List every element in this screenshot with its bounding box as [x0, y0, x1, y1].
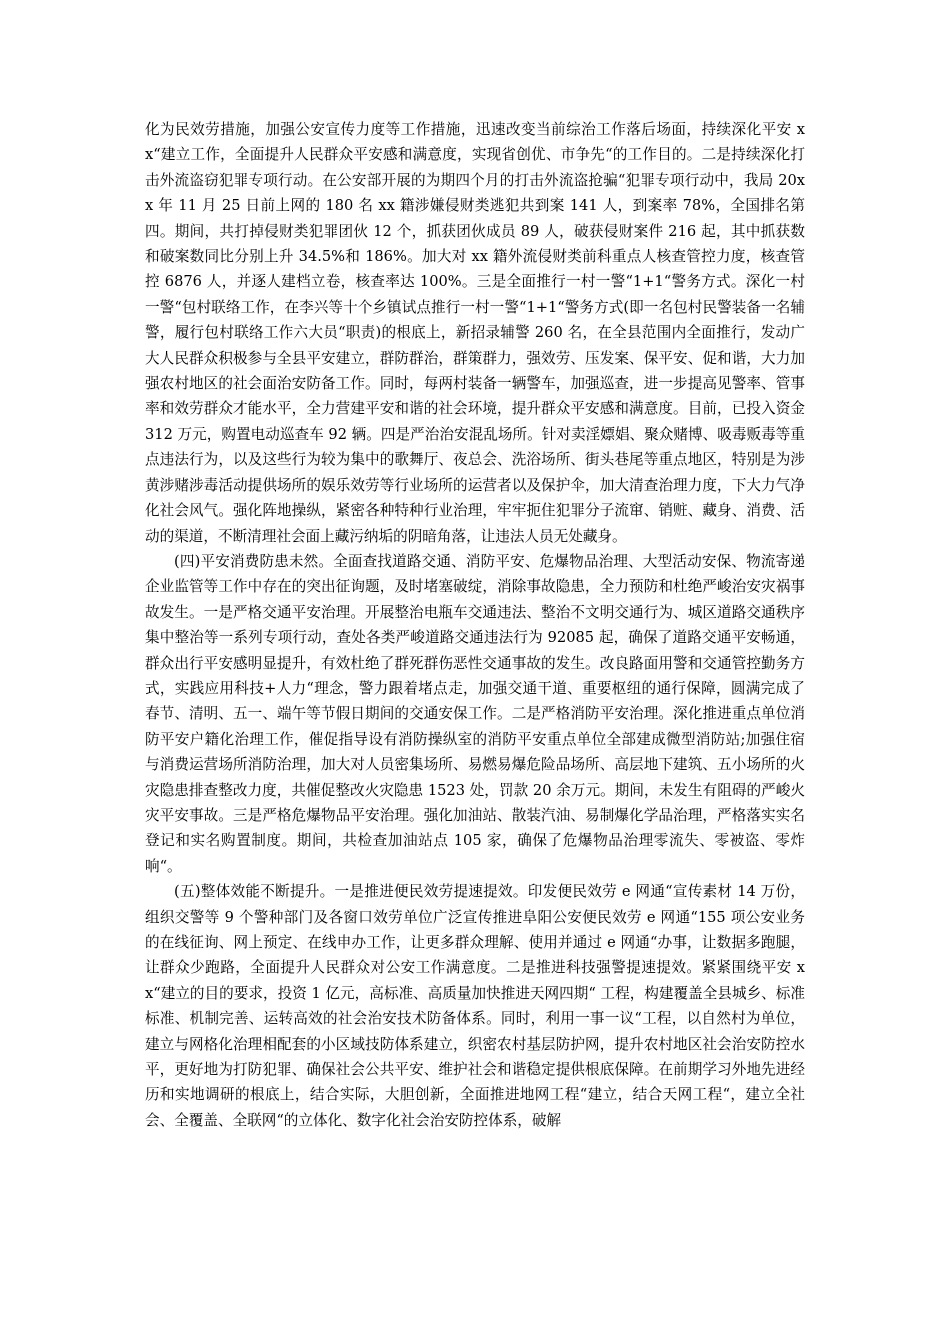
document-body [145, 117, 805, 1133]
paragraph-section-4: (四)平安消费防患未然。全面查找道路交通、消防平安、危爆物品治理、大型活动安保、物流寄递企业监管等工作中存在的突出征询题，及时堵塞破绽，消除事故隐患，全力预防和杜绝严峻治安灾祸事故发生。一是严格交通平安治理。开展整治电瓶车交通违法、整治不文明交通行为、城区道路交通秩序集中整治等一系列专项行动，查处各类严峻道路交通违法行为 92085 起，确保了道路交通平安畅通，群众出行平安感明显提升，有效杜绝了群死群伤恶性交通事故的发生。改良路面用警和交通管控勤务方式，实践应用科技+人力“理念，警力跟着堵点走，加强交通干道、重要枢纽的通行保障，圆满完成了春节、清明、五一、端午等节假日期间的交通安保工作。二是严格消防平安治理。深化推进重点单位消防平安户籍化治理工作，催促指导设有消防操纵室的消防平安重点单位全部建成微型消防站;加强住宿与消费运营场所消防治理，加大对人员密集场所、易燃易爆危险品场所、高层地下建筑、五小场所的火灾隐患排查整改力度，共催促整改火灾隐患 1523 处，罚款 20 余万元。期间，未发生有阻碍的严峻火灾平安事故。三是严格危爆物品平安治理。强化加油站、散装汽油、易制爆化学品治理，严格落实实名登记和实名购置制度。期间，共检查加油站点 105 家，确保了危爆物品治理零流失、零被盗、零炸响“。 [145, 552, 805, 875]
paragraph-section-5: (五)整体效能不断提升。一是推进便民效劳提速提效。印发便民效劳 e 网通“宣传素材 14 万份，组织交警等 9 个警种部门及各窗口效劳单位广泛宣传推进阜阳公安便民效劳 e 网通“155 项公安业务的在线征询、网上预定、在线申办工作，让更多群众理解、使用并通过 e 网通“办事，让数据多跑腿，让群众少跑路，全面提升人民群众对公安工作满意度。二是推进科技强警提速提效。紧紧围绕平安 xx“建立的目的要求，投资 1 亿元，高标准、高质量加快推进天网四期“ 工程，构建覆盖全县城乡、标准标准、机制完善、运转高效的社会治安技术防备体系。同时，利用一事一议“工程，以自然村为单位，建立与网格化治理相配套的小区域技防体系建立，织密农村基层防护网，提升农村地区社会治安防控水平，更好地为打防犯罪、确保社会公共平安、维护社会和谐稳定提供根底保障。在前期学习外地先进经历和实地调研的根底上，结合实际，大胆创新，全面推进地网工程“建立，结合天网工程“，建立全社会、全覆盖、全联网“的立体化、数字化社会治安防控体系，破解 [145, 883, 805, 1129]
paragraph-continuation: 化为民效劳措施，加强公安宣传力度等工作措施，迅速改变当前综治工作落后场面，持续深化平安 xx“建立工作，全面提升人民群众平安感和满意度，实现省创优、市争先“的工作目的。二是持续深化打击外流盗窃犯罪专项行动。在公安部开展的为期四个月的打击外流盗抢骗“犯罪专项行动中，我局 20xx 年 11 月 25 日前上网的 180 名 xx 籍涉嫌侵财类逃犯共到案 141 人，到案率 78%，全国排名第四。期间，共打掉侵财类犯罪团伙 12 个，抓获团伙成员 89 人，破获侵财案件 216 起，其中抓获数和破案数同比分别上升 34.5%和 186%。加大对 xx 籍外流侵财类前科重点人核查管控力度，核查管控 6876 人，并逐人建档立卷，核查率达 100%。三是全面推行一村一警“1+1“警务方式。深化一村一警“包村联络工作，在李兴等十个乡镇试点推行一村一警“1+1“警务方式(即一名包村民警装备一名辅警，履行包村联络工作六大员“职责)的根底上，新招录辅警 260 名，在全县范围内全面推行，发动广大人民群众积极参与全县平安建立，群防群治，群策群力，强效劳、压发案、保平安、促和谐，大力加强农村地区的社会面治安防备工作。同时，每两村装备一辆警车，加强巡查，进一步提高见警率、管事率和效劳群众才能水平，全力营建平安和谐的社会环境，提升群众平安感和满意度。目前，已投入资金 312 万元，购置电动巡查车 92 辆。四是严治治安混乱场所。针对卖淫嫖娼、聚众赌博、吸毒贩毒等重点违法行为，以及这些行为较为集中的歌舞厅、夜总会、洗浴场所、街头巷尾等重点地区，特别是为涉黄涉赌涉毒活动提供场所的娱乐效劳等行业场所的运营者以及保护伞，加大清查治理力度，下大力气净化社会风气。强化阵地操纵，紧密各种特种行业治理，牢牢扼住犯罪分子流窜、销赃、藏身、消费、活动的渠道，不断清理社会面上藏污纳垢的阴暗角落，让违法人员无处藏身。 [145, 121, 805, 545]
